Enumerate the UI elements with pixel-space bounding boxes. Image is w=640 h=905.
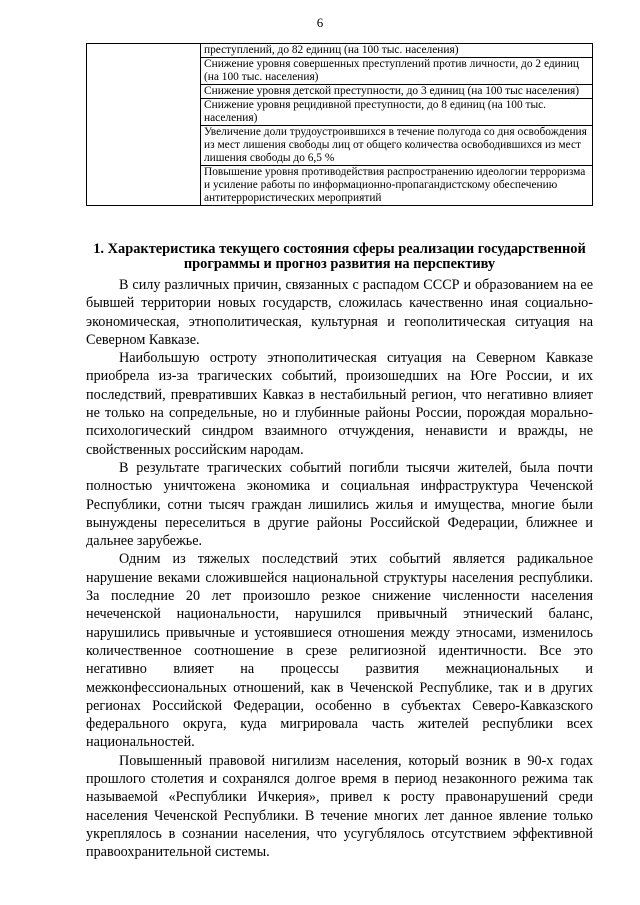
indicators-table	[86, 43, 593, 206]
paragraph: Наибольшую остроту этнополитическая ситуация на Северном Кавказе приобрела из-за трагических событий, произошедших на Юге России, и их последствий, превративших Кавказ в нестабильный регион, что негативно влияет не только на сопредельные, но и глубинные районы России, порождая морально-психологический синдром взаимного отчуждения, ненависти и вражды, не свойственных российским народам.	[86, 350, 593, 458]
indicator-cell: Повышение уровня противодействия распространению идеологии терроризма и усиление работы по информационно-пропагандистскому обеспечению антитеррористических мероприятий	[201, 166, 593, 206]
table-row	[87, 44, 593, 58]
paragraph: Повышенный правовой нигилизм населения, который возник в 90-х годах прошлого столетия и сохранялся долгое время в период незаконного режима так называемой «Республики Ичкерия», привел к росту правонарушений среди населения Чеченской Республики. В течение многих лет данное явление только укреплялось в сознании населения, что усугублялось отсутствием эффективной правоохранительной системы.	[86, 752, 593, 861]
indicator-cell: преступлений, до 82 единиц (на 100 тыс. населения)	[201, 44, 593, 58]
section-heading: 1. Характеристика текущего состояния сферы реализации государственной программы и прогноз развития на перспективу	[93, 241, 586, 272]
indicator-cell: Снижение уровня совершенных преступлений против личности, до 2 единиц (на 100 тыс. населения)	[201, 58, 593, 85]
page-number: 6	[316, 15, 324, 30]
indicator-cell: Снижение уровня рецидивной преступности, до 8 единиц (на 100 тыс. населения)	[201, 99, 593, 126]
paragraph: В силу различных причин, связанных с распадом СССР и образованием на ее бывшей территории новых государств, сложилась качественно иная социально-экономическая, этнополитическая, культурная и геополитическая ситуация на Северном Кавказе.	[86, 277, 593, 348]
indicator-cell: Увеличение доли трудоустроившихся в течение полугода со дня освобождения из мест лишения свободы лиц от общего количества освободившихся из мест лишения свободы до 6,5 %	[201, 126, 593, 166]
section-body	[86, 242, 593, 862]
paragraph: Одним из тяжелых последствий этих событий является радикальное нарушение веками сложившейся национальной структуры населения республики. За последние 20 лет произошло резкое снижение численности населения нечеченской национальности, нарушился привычный этнический баланс, нарушились привычные и устоявшиеся отношения между этносами, изменилось количественное соотношение в срезе религиозной идентичности. Все это негативно влияет на процессы развития межнациональных и межконфессиональных отношений, как в Чеченской Республике, так и в других регионах Российской Федерации, особенно в субъектах Северо-Кавказского федерального округа, куда мигрировала часть жителей республики всех национальностей.	[86, 551, 593, 751]
indicator-cell: Снижение уровня детской преступности, до 3 единиц (на 100 тыс населения)	[201, 85, 593, 99]
paragraph: В результате трагических событий погибли тысячи жителей, была почти полностью уничтожена экономика и социальная инфраструктура Чеченской Республики, сотни тысяч граждан лишились жилья и имущества, многие были вынуждены переселиться в другие районы Российской Федерации, ближнее и дальнее зарубежье.	[86, 459, 593, 550]
empty-cell	[87, 44, 201, 206]
